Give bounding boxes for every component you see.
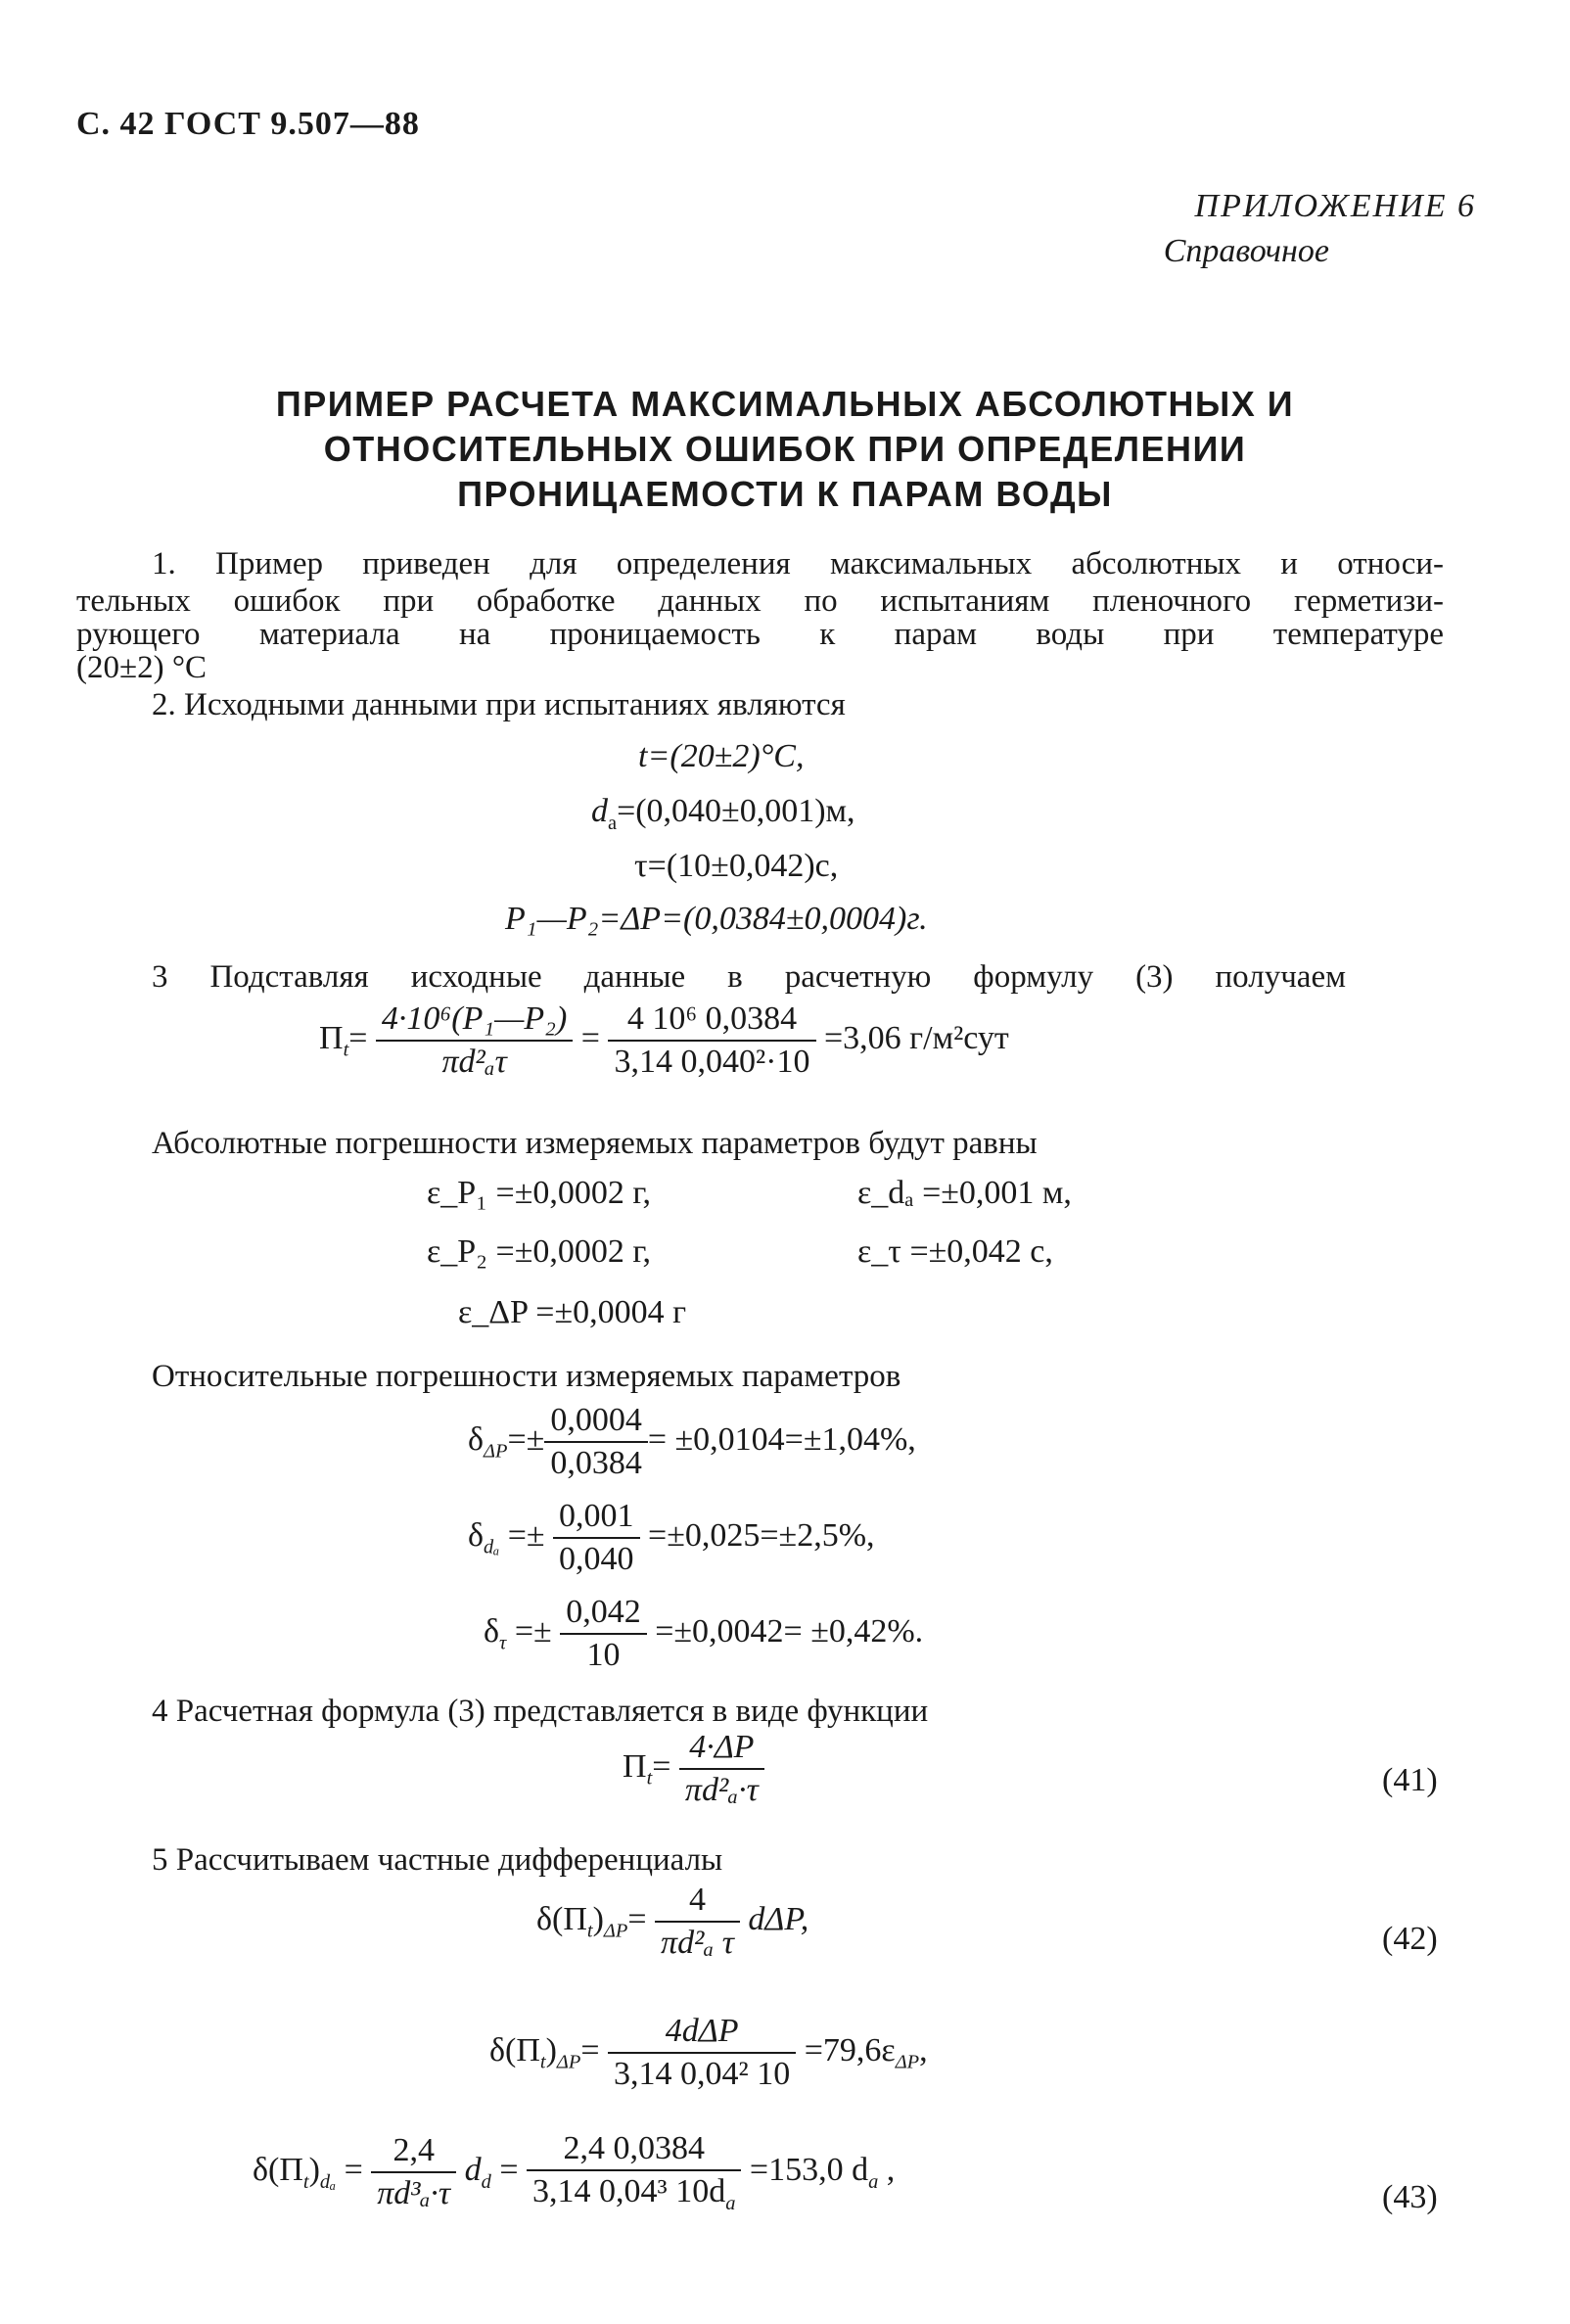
para1-line-3: рующего материала на проницаемость к парам воды при температуре <box>76 617 1444 652</box>
eq-permeability: $П_t=$ $\frac{\text{4·10⁶(P₁—P₂)}}{\text{πd²ₐτ}}$ = $\frac{\text{4 10⁶ 0,0384}}{\text{3,14 0,040²·10}}$ =3,06 г/м²сут <box>319 1000 1009 1080</box>
abs-error-dp: ε_ΔP =±0,0004 г <box>458 1294 687 1330</box>
appendix-label: ПРИЛОЖЕНИЕ 6 <box>1194 188 1476 224</box>
rel-error-tau: $\delta_\tau$ =± $\frac{0,042}{10}$ =±0,0042= ±0,42%. <box>484 1594 924 1673</box>
abs-error-tau: ε_τ =±0,042 с, <box>857 1233 1053 1270</box>
rel-error-da: $\delta_{d_a}$ =± $\frac{0,001}{0,040}$ =±0,025=±2,5%, <box>468 1498 875 1577</box>
eq-time: τ=(10±0,042)с, <box>634 848 839 884</box>
title-line-3: ПРОНИЦАЕМОСТИ К ПАРАМ ВОДЫ <box>457 474 1113 514</box>
para3-text: 3 Подставляя исходные данные в расчетную формулу (3) получаем <box>152 959 1346 995</box>
eq-number-41: (41) <box>1382 1762 1438 1798</box>
rel-error-dp: $\delta_{\Delta P}=\pm$ $\frac{0,0004}{0,0384}$ = ±0,0104=±1,04%, <box>468 1402 916 1481</box>
eq-temperature: t=(20±2)°C, <box>638 738 805 774</box>
eq-42: $\delta(П_t)_{\Delta P}=$ $\frac{4}{\text{πd²ₐ τ}}$ dΔP, <box>536 1882 809 1961</box>
title-line-2: ОТНОСИТЕЛЬНЫХ ОШИБОК ПРИ ОПРЕДЕЛЕНИИ <box>323 429 1247 469</box>
eq-41: $П_t=$ $\frac{4\cdot\Delta P}{\text{πd²ₐ·τ}}$ <box>623 1729 764 1809</box>
eq-number-42: (42) <box>1382 1921 1438 1957</box>
page-header: С. 42 ГОСТ 9.507—88 <box>76 106 420 142</box>
abs-error-p2: ε_P₂ =±0,0002 г, <box>427 1233 651 1270</box>
appendix-type: Справочное <box>1163 233 1329 269</box>
para1-line-4: (20±2) °С <box>76 650 208 685</box>
abs-error-da: ε_dₐ =±0,001 м, <box>857 1175 1072 1211</box>
eq-diameter: $d_a=(0,040\pm 0,001)м$, <box>591 793 855 834</box>
abs-errors-intro: Абсолютные погрешности измеряемых параметров будут равны <box>152 1126 1038 1161</box>
para1-line-2: тельных ошибок при обработке данных по испытаниям пленочного герметизи- <box>76 583 1444 619</box>
eq-42b: $\delta(П_t)_{\Delta P}=$ $\frac{\text{4dΔP}}{\text{3,14 0,04² 10}}$ $=79,6\varepsilon_{\Delta P}$, <box>489 2013 928 2092</box>
para5-text: 5 Рассчитываем частные дифференциалы <box>152 1842 723 1878</box>
eq-number-43: (43) <box>1382 2179 1438 2215</box>
para2-text: 2. Исходными данными при испытаниях являются <box>152 687 846 722</box>
eq-43: $\delta(П_t)_{d_a}$ = $\frac{2,4}{\text{πd³ₐ·τ}}$ $d_d$ = $\frac{2,4 0,0384}{3,14 0,04^3 10d_a}$ =153,0 $d_a$ , <box>253 2130 896 2214</box>
rel-errors-intro: Относительные погрешности измеряемых параметров <box>152 1359 901 1394</box>
eq-mass: P₁—P₂=ΔP=(0,0384±0,0004)г. <box>505 901 928 937</box>
abs-error-p1: ε_P₁ =±0,0002 г, <box>427 1175 651 1211</box>
para1-line-1: 1. Пример приведен для определения максимальных абсолютных и относи- <box>152 546 1444 581</box>
title-line-1: ПРИМЕР РАСЧЕТА МАКСИМАЛЬНЫХ АБСОЛЮТНЫХ И <box>275 384 1295 424</box>
para4-text: 4 Расчетная формула (3) представляется в виде функции <box>152 1694 929 1729</box>
